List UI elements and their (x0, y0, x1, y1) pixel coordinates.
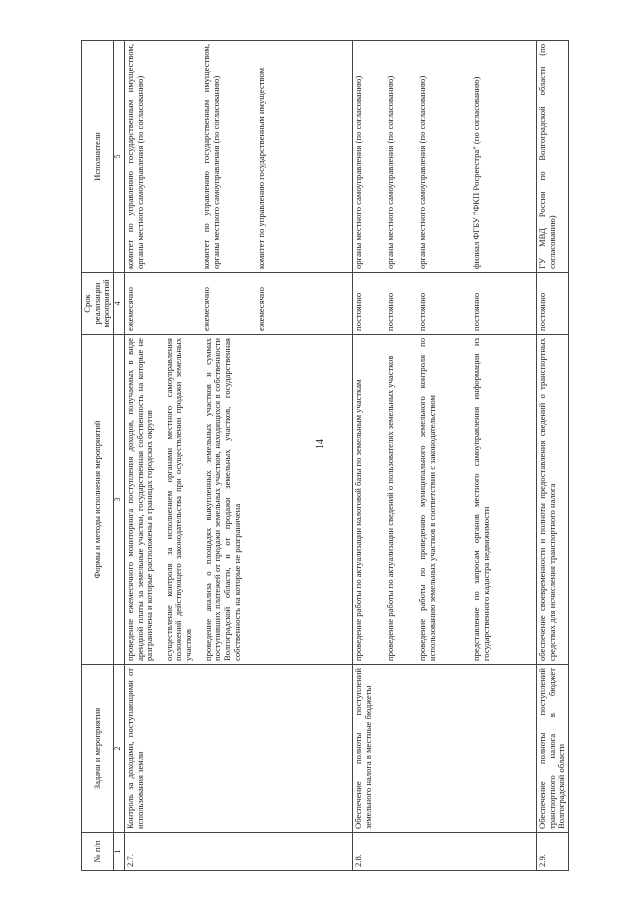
term-item: постоянно (416, 292, 427, 331)
executor-item: органы местного самоуправления (по согласованию) (416, 75, 427, 269)
row-methods (352, 335, 536, 665)
header-num: № п/п (82, 833, 114, 871)
term-item: постоянно (536, 292, 547, 331)
method-item: представление по запросам органов местного самоуправления информации из государственного кадастра недвижимости (470, 338, 491, 661)
executor-item: комитет по управлению государственным имуществом, органы местного самоуправления (по согласованию) (200, 44, 221, 269)
header-executor: Исполнители (82, 41, 114, 273)
executor-item: филиал ФГБУ "ФКП Росреестра" (по согласованию) (470, 76, 481, 269)
row-task: Контроль за доходами, поступающими от использования земли (124, 665, 352, 833)
method-item: проведение работы по актуализации сведений о пользователях земельных участков (384, 355, 395, 661)
row-terms (124, 273, 352, 335)
row-number: 2.7. (124, 833, 352, 871)
method-item: обеспечение своевременности и полноты предоставления сведений о транспортных средствах для исчисления транспортного налога (536, 338, 557, 661)
term-item: ежемесячно (124, 287, 135, 331)
row-number: 2.8. (352, 833, 536, 871)
executor-item: органы местного самоуправления (по согласованию) (384, 75, 395, 269)
row-terms (536, 273, 568, 335)
page-number: 14 (315, 439, 326, 449)
header-task: Задачи и мероприятия (82, 665, 114, 833)
row-executors (124, 41, 352, 273)
term-item: постоянно (470, 292, 481, 331)
header-row (82, 41, 114, 871)
term-item: ежемесячно (200, 287, 211, 331)
column-index-row (113, 41, 124, 871)
column-index: 4 (113, 273, 124, 335)
row-terms (352, 273, 536, 335)
row-task: Обеспечение полноты поступлений земельного налога в местные бюджеты (352, 665, 536, 833)
method-item: осуществление контроля за исполнением органами местного самоуправления положений действующего законодательства при осуществлении продажи земельных участков (163, 338, 193, 661)
column-index: 1 (113, 833, 124, 871)
row-methods (536, 335, 568, 665)
table-row (352, 41, 536, 871)
column-index: 2 (113, 665, 124, 833)
executor-item: ГУ МВД России по Волгоградской области (по согласованию) (536, 44, 557, 269)
executor-item: органы местного самоуправления (по согласованию) (352, 75, 363, 269)
term-item: ежемесячно (255, 287, 266, 331)
term-item: постоянно (352, 292, 363, 331)
method-item: проведение ежемесячного мониторинга поступления доходов, получаемых в виде арендной платы за земельные участки, государственная собственность на которые не разграничена и которые расположены в границах городских округов (124, 338, 155, 661)
column-index: 5 (113, 41, 124, 273)
method-item: проведение анализа о площадях выкупленных земельных участков и суммах поступивших платежей от продажи земельных участков, находящихся в собственности Волгоградской области, и от продажи земельных участков, государственная собственность на которые не разграничена (202, 338, 242, 661)
row-methods (124, 335, 352, 665)
rotated-table-container (81, 41, 567, 871)
executor-item: комитет по управлению государственным имуществом, органы местного самоуправления (по согласованию) (124, 44, 145, 269)
measures-table (81, 40, 569, 871)
executor-item: комитет по управлению государственным имуществом (255, 67, 266, 269)
row-number: 2.9. (536, 833, 568, 871)
method-item: проведение работы по актуализации налоговой базы по земельным участкам (352, 379, 363, 661)
column-index: 3 (113, 335, 124, 665)
header-term: Срок реализации мероприятий (82, 273, 114, 335)
header-method: Формы и методы исполнения мероприятий (82, 335, 114, 665)
method-item: проведение работы по проведению муниципального земельного контроля по использованию земельных участков в соответствии с законодательством (416, 338, 437, 661)
row-executors (352, 41, 536, 273)
term-item: постоянно (384, 292, 395, 331)
table-row (124, 41, 352, 871)
row-task: Обеспечение полноты поступлений транспортного налога в бюджет Волгоградской области (536, 665, 568, 833)
row-executors (536, 41, 568, 273)
table-row (536, 41, 568, 871)
